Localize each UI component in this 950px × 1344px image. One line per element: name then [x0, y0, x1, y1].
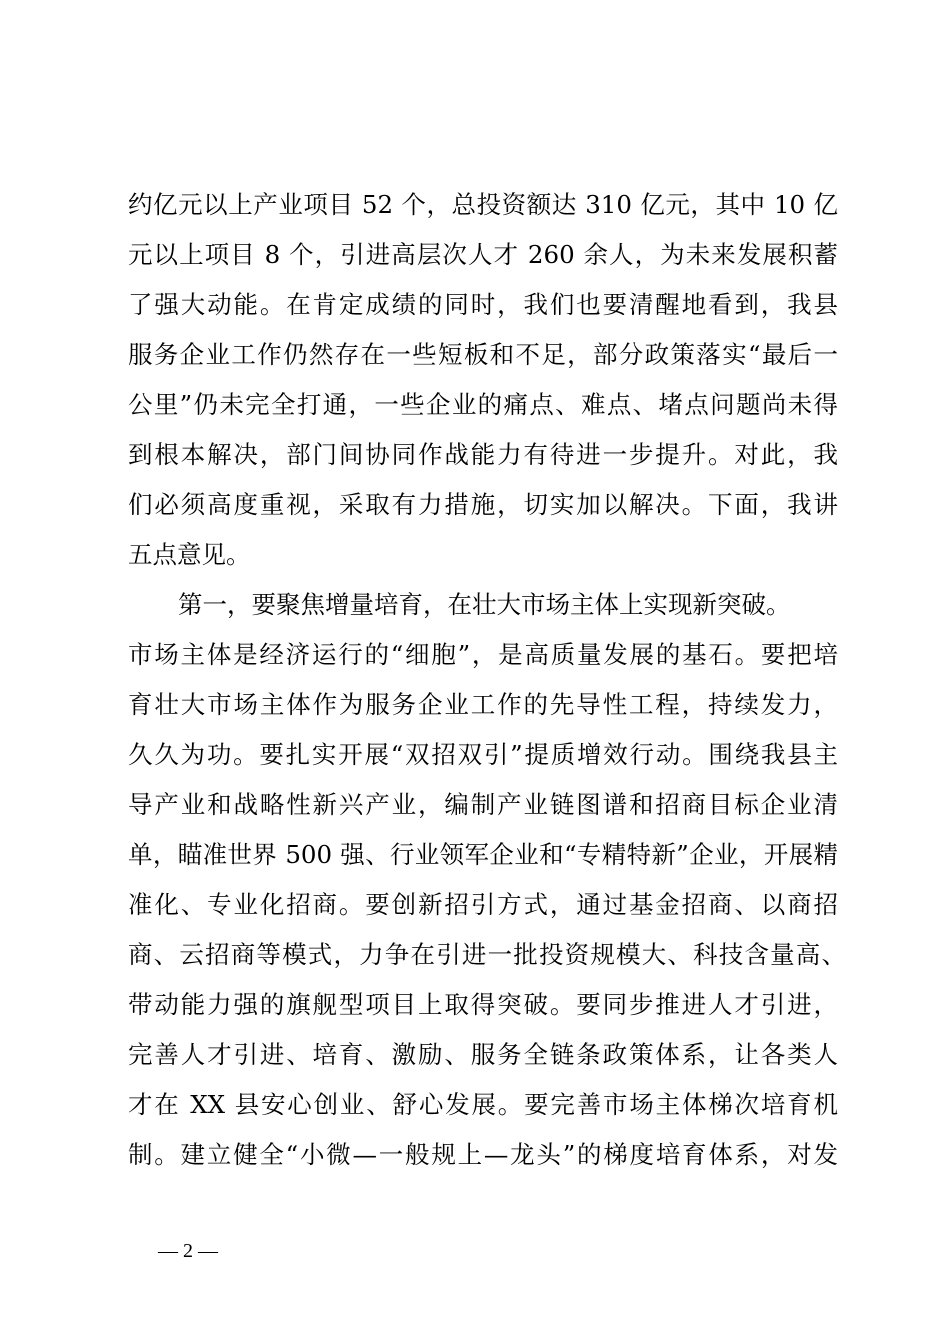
text-line-5: 公里”仍未完全打通，一些企业的痛点、难点、堵点问题尚未得	[128, 390, 838, 419]
text-line-13: 导产业和战略性新兴产业，编制产业链图谱和招商目标企业清	[128, 790, 838, 819]
text-line-19: 才在 XX 县安心创业、舒心发展。要完善市场主体梯次培育机	[128, 1090, 838, 1119]
text-line-9-section-heading: 第一，要聚焦增量培育，在壮大市场主体上实现新突破。	[178, 590, 791, 619]
page-number: — 2 —	[158, 1240, 218, 1262]
text-line-18: 完善人才引进、培育、激励、服务全链条政策体系，让各类人	[128, 1040, 838, 1069]
text-line-12: 久久为功。要扎实开展“双招双引”提质增效行动。围绕我县主	[128, 740, 838, 769]
text-line-4: 服务企业工作仍然存在一些短板和不足，部分政策落实“最后一	[128, 340, 838, 369]
text-line-11: 育壮大市场主体作为服务企业工作的先导性工程，持续发力，	[128, 690, 838, 719]
text-line-14: 单，瞄准世界 500 强、行业领军企业和“专精特新”企业，开展精	[128, 840, 838, 869]
text-line-15: 准化、专业化招商。要创新招引方式，通过基金招商、以商招	[128, 890, 838, 919]
text-line-17: 带动能力强的旗舰型项目上取得突破。要同步推进人才引进，	[128, 990, 838, 1019]
text-line-1: 约亿元以上产业项目 52 个，总投资额达 310 亿元，其中 10 亿	[128, 190, 838, 219]
text-line-20: 制。建立健全“小微—一般规上—龙头”的梯度培育体系，对发	[128, 1140, 838, 1169]
text-line-2: 元以上项目 8 个，引进高层次人才 260 余人，为未来发展积蓄	[128, 240, 838, 269]
text-line-6: 到根本解决，部门间协同作战能力有待进一步提升。对此，我	[128, 440, 838, 469]
text-line-10: 市场主体是经济运行的“细胞”，是高质量发展的基石。要把培	[128, 640, 838, 669]
text-line-7: 们必须高度重视，采取有力措施，切实加以解决。下面，我讲	[128, 490, 838, 519]
text-line-16: 商、云招商等模式，力争在引进一批投资规模大、科技含量高、	[128, 940, 846, 969]
text-line-8: 五点意见。	[128, 540, 251, 569]
text-line-3: 了强大动能。在肯定成绩的同时，我们也要清醒地看到，我县	[128, 290, 838, 319]
document-body	[128, 180, 846, 1180]
